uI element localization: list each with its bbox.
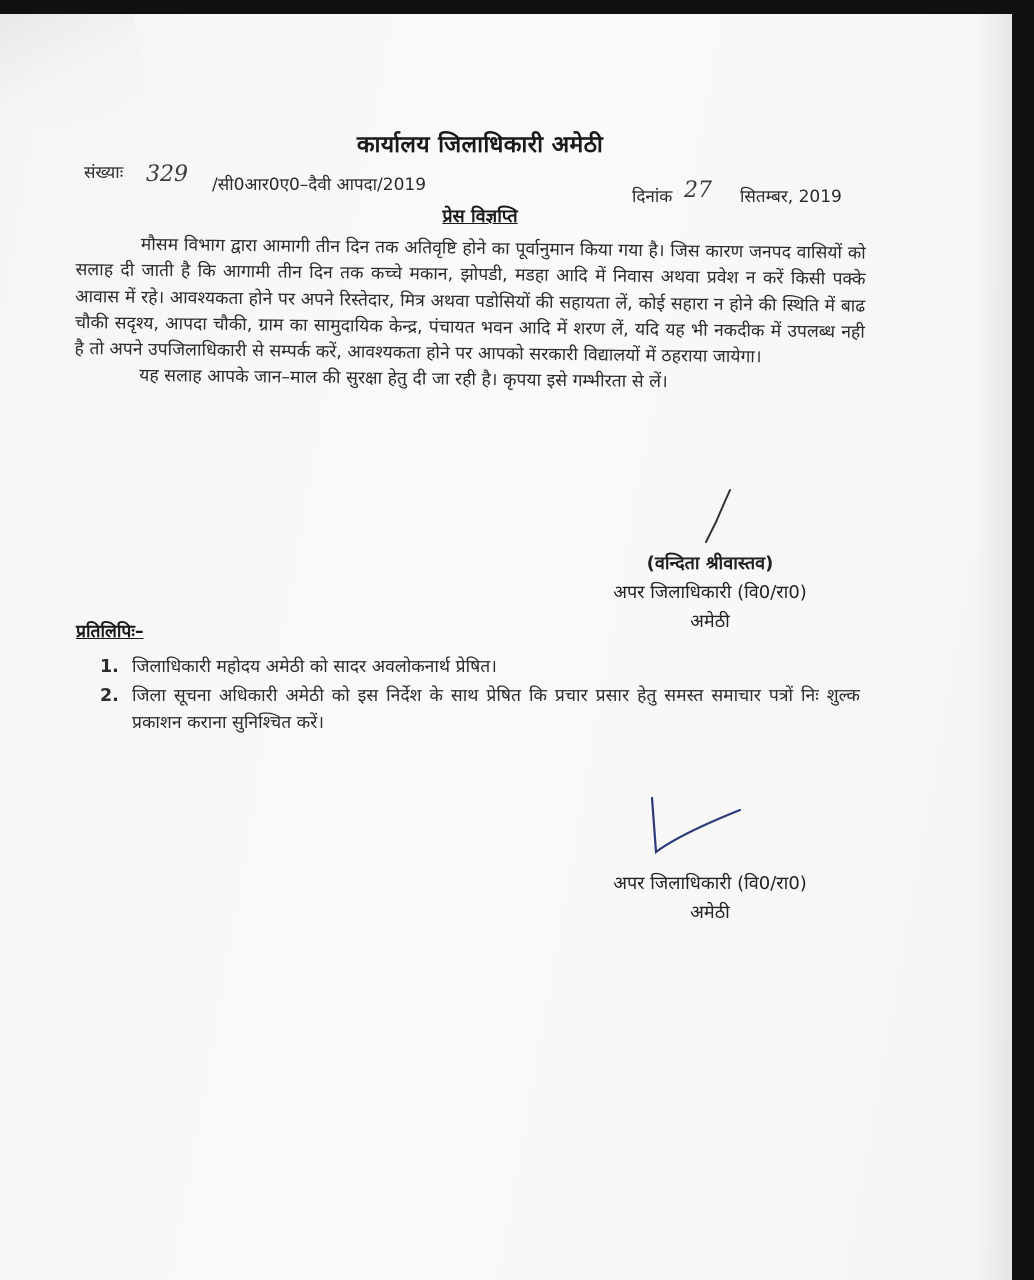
reference-label: संख्याः xyxy=(84,163,124,183)
page-edge-shadow xyxy=(976,14,1012,1280)
document-page xyxy=(0,14,1012,1280)
copy-item xyxy=(100,683,860,737)
date-label: दिनांक xyxy=(632,187,673,207)
signatory-block-2 xyxy=(560,869,860,927)
press-release-heading: प्रेस विज्ञप्ति xyxy=(442,206,518,227)
signatory2-designation: अपर जिलाधिकारी (वि0/रा0) xyxy=(613,873,807,894)
copy-item-number: 1. xyxy=(100,657,119,677)
copy-item-number: 2. xyxy=(100,686,119,706)
copy-item xyxy=(100,654,860,681)
signatory-designation: अपर जिलाधिकारी (वि0/रा0) xyxy=(613,582,807,603)
signature-stroke-icon xyxy=(700,486,740,546)
page-fold-shadow xyxy=(0,14,147,136)
signatory2-place: अमेठी xyxy=(690,902,730,923)
body-paragraph-2: यह सलाह आपके जान–माल की सुरक्षा हेतु दी जा रही है। कृपया इसे गम्भीरता से लें। xyxy=(139,366,668,393)
copy-list xyxy=(100,654,860,739)
copy-heading: प्रतिलिपिः– xyxy=(76,622,144,642)
copy-item-text: जिलाधिकारी महोदय अमेठी को सादर अवलोकनार्थ प्रेषित। xyxy=(132,657,497,677)
handwritten-date-day: 27 xyxy=(684,178,712,203)
body-paragraph-1: मौसम विभाग द्वारा आमागी तीन दिन तक अतिवृष्टि होने का पूर्वानुमान किया गया है। जिस कारण जनपद वासियों को सलाह दी जाती है कि आगामी तीन दिन तक कच्चे मकान, झोपडी, मडहा आदि में निवास अथवा प्रवेश न करें किसी पक्के आवास में रहे। आवश्यकता होने पर अपने रिस्तेदार, मित्र अथवा पडोसियों की सहायता लें, कोई सहारा न होने की स्थिति में बाढ चौकी सदृश्य, आपदा चौकी, ग्राम का सामुदायिक केन्द्र, पंचायत भवन आदि में शरण लें, यदि यह भी नकदीक में उपलब्ध नही है तो अपने उपजिलाधिकारी से सम्पर्क करें, आवश्यकता होने पर आपको सरकारी विद्यालयों में ठहराया जायेगा। xyxy=(74,234,866,368)
signatory-block xyxy=(560,549,860,636)
signatory-name: (वन्दिता श्रीवास्तव) xyxy=(646,553,774,574)
signature-tick-icon xyxy=(640,794,750,864)
office-title: कार्यालय जिलाधिकारी अमेठी xyxy=(356,132,604,158)
reference-code: /सी0आर0ए0–दैवी आपदा/2019 xyxy=(212,175,427,195)
date-value: सितम्बर, 2019 xyxy=(740,187,842,207)
copy-item-text: जिला सूचना अधिकारी अमेठी को इस निर्देश के साथ प्रेषित कि प्रचार प्रसार हेतु समस्त समाचार पत्रों निः शुल्क प्रकाशन कराना सुनिश्चित करें। xyxy=(132,686,860,733)
signatory-place: अमेठी xyxy=(690,611,730,632)
reference-line xyxy=(84,160,864,207)
notice-body xyxy=(74,231,866,398)
handwritten-reference-number: 329 xyxy=(146,162,188,187)
